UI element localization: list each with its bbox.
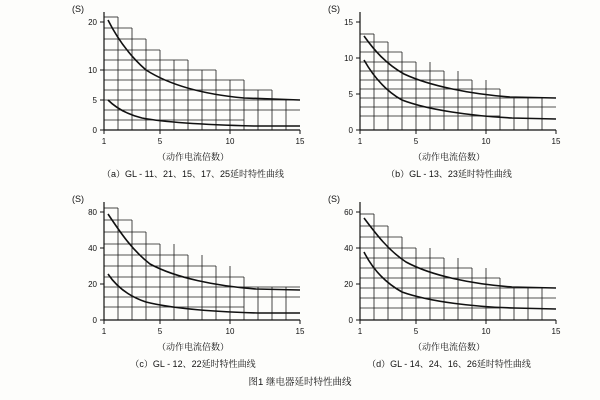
svg-text:5: 5	[92, 96, 97, 105]
svg-text:0: 0	[92, 126, 97, 135]
svg-text:10: 10	[225, 327, 235, 336]
panel-caption-d: （d）GL - 14、24、16、26延时特性曲线	[367, 359, 531, 369]
chart-panel-a	[62, 4, 324, 182]
panel-caption-c: （c）GL - 12、22延时特性曲线	[130, 359, 256, 369]
x-axis-label-b: （动作电流倍数）	[412, 152, 485, 162]
svg-text:15: 15	[344, 18, 353, 27]
curve-lower-a	[108, 100, 300, 126]
svg-text:10: 10	[481, 137, 491, 146]
svg-text:80: 80	[88, 208, 97, 217]
svg-text:20: 20	[88, 18, 97, 27]
svg-text:5: 5	[348, 90, 353, 99]
curve-upper-d	[364, 218, 556, 288]
x-axis-label-c: （动作电流倍数）	[156, 342, 229, 352]
svg-text:1: 1	[101, 327, 107, 336]
chart-svg-a	[62, 4, 324, 146]
svg-text:0: 0	[92, 316, 97, 325]
svg-text:0: 0	[348, 316, 353, 325]
svg-text:5: 5	[157, 327, 163, 336]
chart-panel-c	[62, 194, 324, 372]
curve-lower-b	[364, 60, 556, 119]
chart-panel-b	[318, 4, 580, 182]
svg-text:40: 40	[344, 244, 353, 253]
svg-text:10: 10	[88, 66, 97, 75]
chart-svg-d	[318, 194, 580, 336]
panel-caption-a: （a）GL - 11、21、15、17、25延时特性曲线	[101, 169, 285, 179]
figure-caption: 图1 继电器延时特性曲线	[248, 377, 352, 388]
svg-text:1: 1	[101, 137, 107, 146]
svg-text:10: 10	[481, 327, 491, 336]
svg-text:40: 40	[88, 244, 97, 253]
panel-caption-b: （b）GL - 13、23延时特性曲线	[386, 169, 512, 179]
svg-text:15: 15	[551, 327, 561, 336]
svg-text:1: 1	[357, 137, 363, 146]
svg-text:5: 5	[413, 327, 419, 336]
y-unit-label-a: (S)	[72, 4, 84, 14]
svg-text:20: 20	[88, 280, 97, 289]
svg-text:10: 10	[344, 54, 353, 63]
svg-text:1: 1	[357, 327, 363, 336]
chart-panel-d	[318, 194, 580, 372]
svg-text:15: 15	[295, 137, 305, 146]
x-axis-label-d: （动作电流倍数）	[412, 342, 485, 352]
svg-text:0: 0	[348, 126, 353, 135]
svg-text:5: 5	[157, 137, 163, 146]
curve-upper-c	[108, 214, 300, 290]
y-unit-label-d: (S)	[328, 194, 340, 204]
chart-svg-c	[62, 194, 324, 336]
svg-text:60: 60	[344, 208, 353, 217]
svg-text:10: 10	[225, 137, 235, 146]
svg-text:20: 20	[344, 280, 353, 289]
y-unit-label-c: (S)	[72, 194, 84, 204]
svg-text:15: 15	[295, 327, 305, 336]
chart-svg-b	[318, 4, 580, 146]
x-axis-label-a: （动作电流倍数）	[156, 152, 229, 162]
svg-text:15: 15	[551, 137, 561, 146]
svg-text:5: 5	[413, 137, 419, 146]
y-unit-label-b: (S)	[328, 4, 340, 14]
